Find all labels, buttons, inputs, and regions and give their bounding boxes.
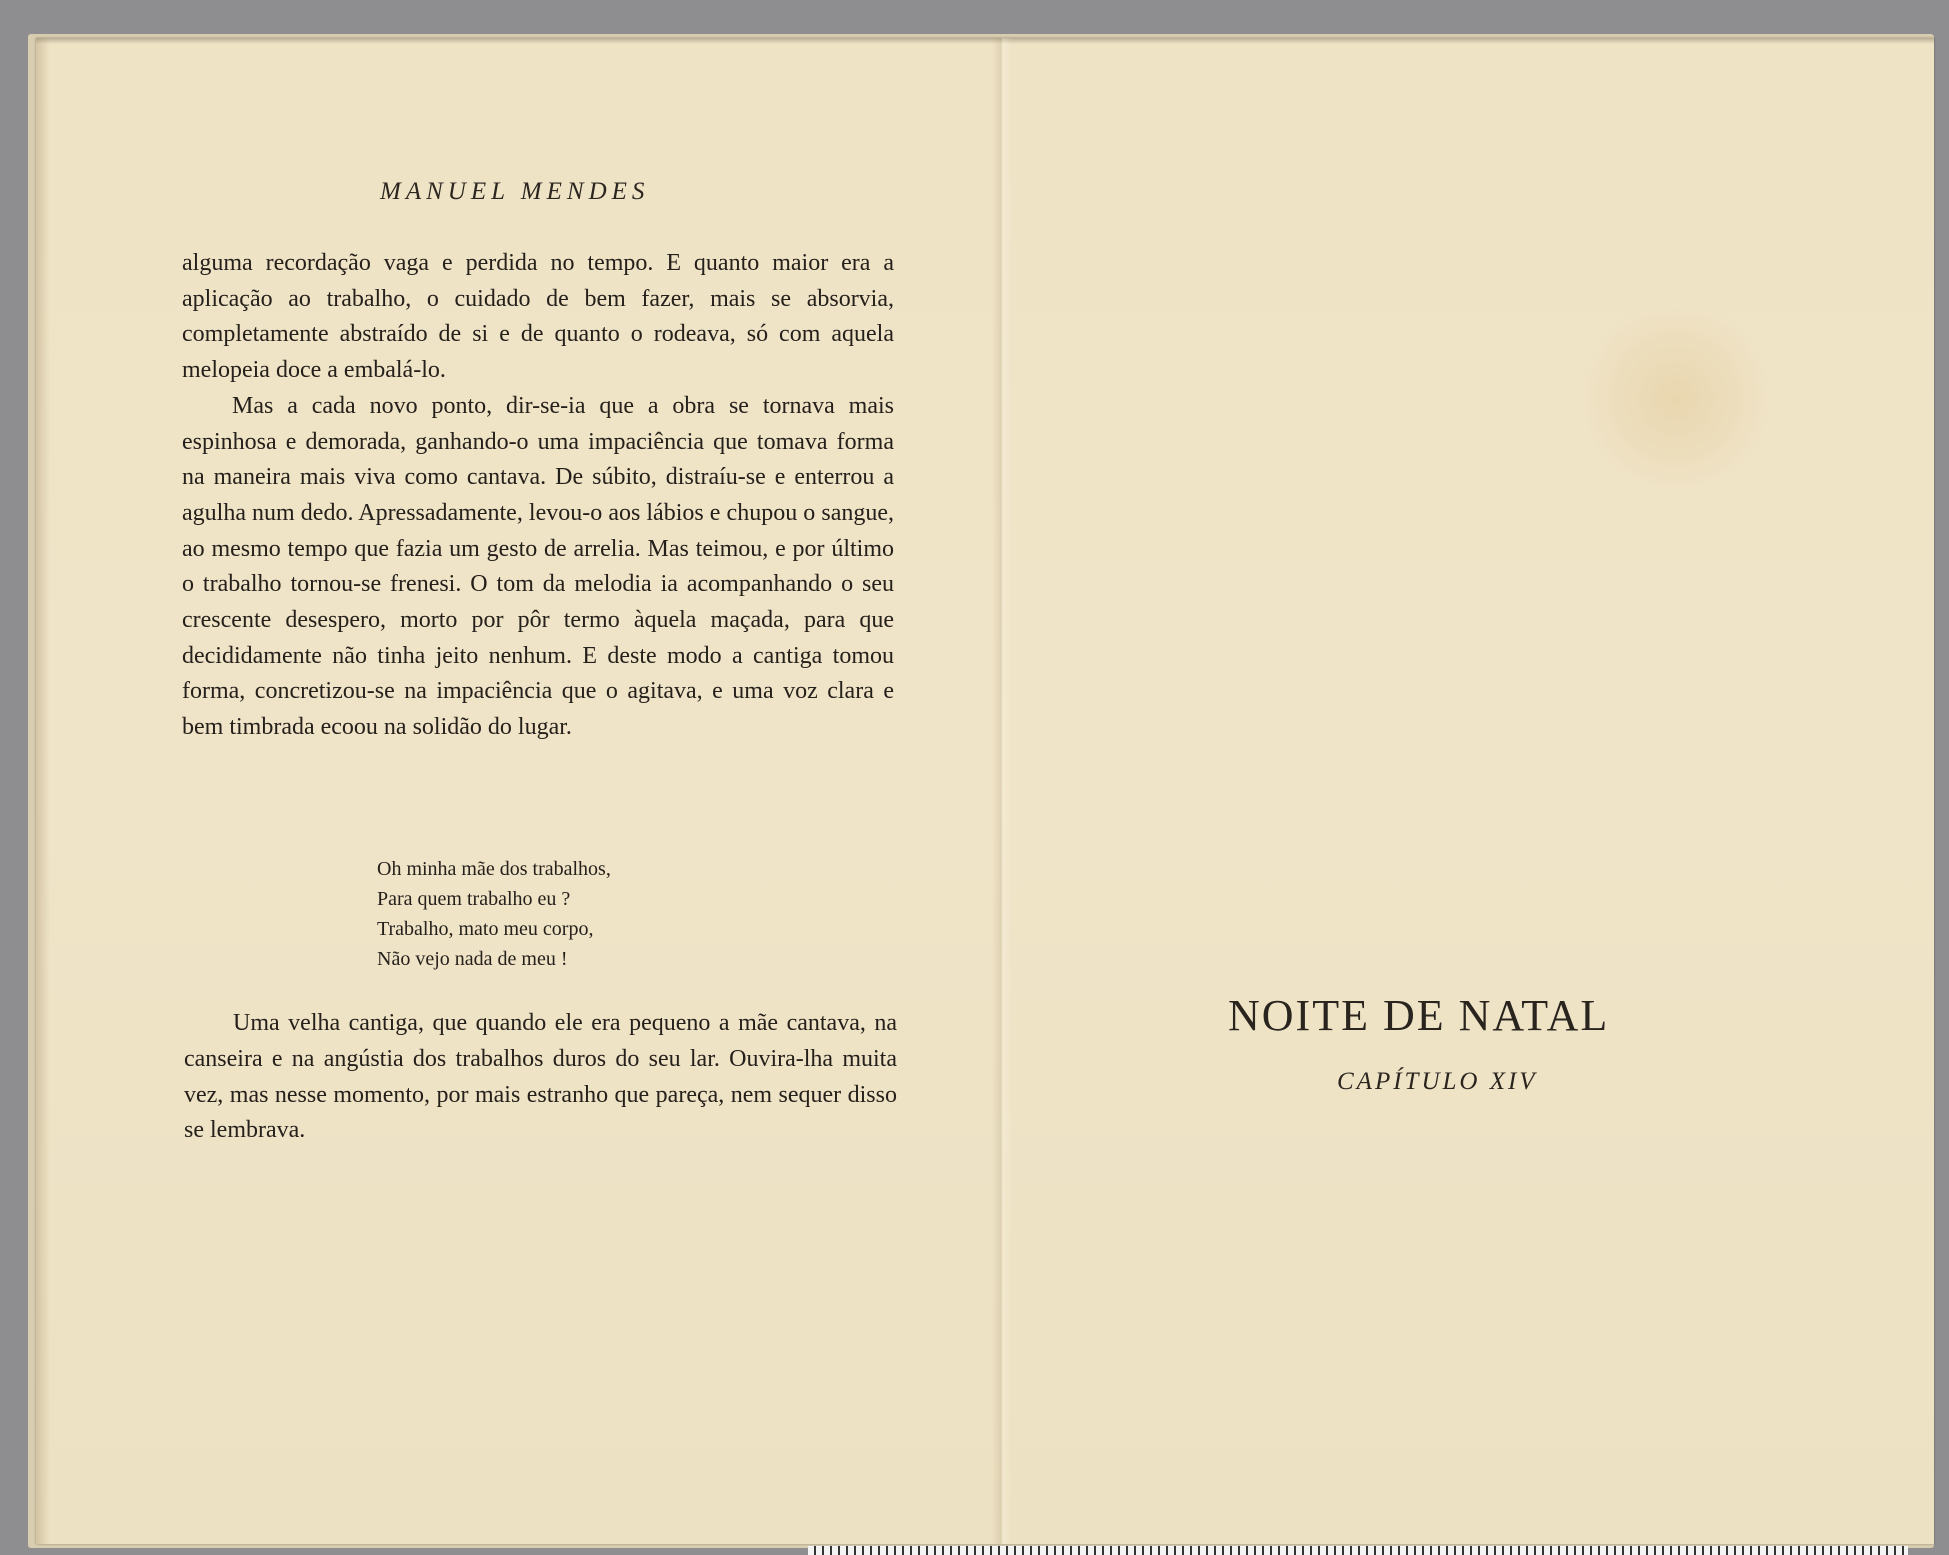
scan-scale-bar xyxy=(808,1546,1908,1555)
text-line: Uma velha cantiga, que quando ele era pequeno a mãe xyxy=(233,1010,787,1036)
closing-paragraph xyxy=(184,1006,897,1149)
text-line: seu lar. Ouvira-lha muita vez, mas nesse momento, por xyxy=(184,1045,897,1108)
text-line: por pôr termo àquela maçada, para que decididamente não xyxy=(182,607,894,669)
center-fold xyxy=(992,38,1012,1544)
chapter-number: CAPÍTULO XIV xyxy=(1337,1068,1538,1095)
text-line: que tomava forma na maneira mais viva como cantava. xyxy=(182,428,894,491)
text-line: tinha jeito nenhum. E deste modo a cantiga tomou forma, xyxy=(182,642,894,705)
text-line: melodia ia acompanhando o seu crescente desespero, morto xyxy=(182,571,894,634)
verse-line: Trabalho, mato meu corpo, xyxy=(377,918,594,940)
running-head: MANUEL MENDES xyxy=(380,178,650,205)
text-line: e por último o trabalho tornou-se frenesi. O tom da xyxy=(182,535,894,598)
text-line: cantava, na canseira e na angústia dos trabalhos duros do xyxy=(184,1010,898,1072)
text-line: maior era a aplicação ao trabalho, o cuidado de bem fazer, xyxy=(182,250,895,312)
verse-line: Para quem trabalho eu ? xyxy=(377,888,571,910)
text-line: alguma recordação vaga e perdida no tempo. E quanto xyxy=(182,250,773,276)
text-line: De súbito, distraíu-se e enterrou a agulha num dedo. xyxy=(182,464,894,526)
left-page-body xyxy=(182,246,894,746)
text-line: Apressadamente, levou-o aos lábios e chupou o sangue, ao xyxy=(182,499,895,562)
verse-block xyxy=(377,854,611,974)
verse-line: Não vejo nada de meu ! xyxy=(377,948,568,970)
paragraph-2 xyxy=(182,389,894,746)
verse-line: Oh minha mãe dos trabalhos, xyxy=(377,858,611,880)
text-line: mais espinhosa e demorada, ganhando-o uma impaciência xyxy=(182,392,894,455)
text-line: concretizou-se na impaciência que o agitava, e uma voz xyxy=(254,678,828,705)
foxing-stain xyxy=(1576,308,1776,488)
text-line: mesmo tempo que fazia um gesto de arrelia. Mas teimou, xyxy=(211,535,776,562)
text-line: Mas a cada novo ponto, dir-se-ia que a obra se tornava xyxy=(232,392,849,419)
text-line: mais se absorvia, completamente abstraído de si e de xyxy=(182,285,894,348)
paragraph-1 xyxy=(182,246,894,389)
paragraph-3 xyxy=(184,1006,897,1149)
left-edge-shadow xyxy=(36,38,50,1544)
text-line: clara e bem timbrada ecoou na solidão do lugar. xyxy=(182,678,894,741)
top-edge-shadow xyxy=(36,38,1934,44)
text-line: mais estranho que pareça, nem sequer disso se lembrava. xyxy=(184,1081,897,1144)
text-line: quanto o rodeava, só com aquela melopeia doce a embalá-lo. xyxy=(182,321,894,384)
chapter-title: NOITE DE NATAL xyxy=(1228,991,1610,1040)
